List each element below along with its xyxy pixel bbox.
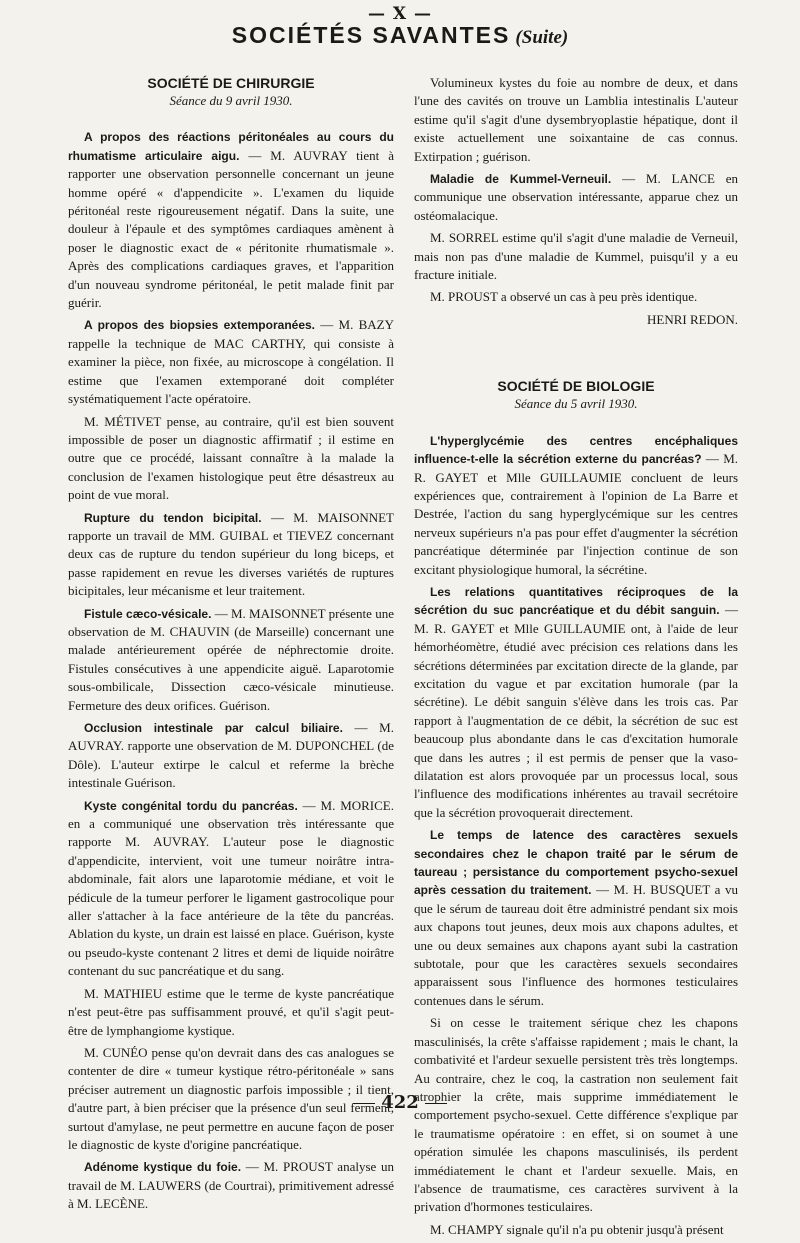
article-paragraph	[68, 316, 394, 408]
article-text: — M. H. BUSQUET a vu que le sérum de taureau doit être administré pendant six mois aux chapons tout jeunes, deux mois aux chapons adultes, et une ou deux semaines aux chapons ayant subi la castration subtotale, pour que les caractères sexuels secondaires apparaissent sous l'influence des hormones testiculaires contenues dans le sérum.	[414, 882, 738, 1008]
article-paragraph	[68, 985, 394, 1040]
article-heading: A propos des réactions péritonéales au cours du rhumatisme articulaire aigu.	[68, 130, 394, 163]
article-heading: Occlusion intestinale par calcul biliaire.	[84, 721, 343, 735]
article-text: — M. MORICE. en a communiqué une observation très intéressante que rapporte M. AUVRAY. L'auteur pose le diagnostic d'appendicite, intervient, voit une tumeur noirâtre intra-abdominale, fait alors une laparotomie médiane, et voit le pédicule de la tumeur perforer le ligament gastrocolique pour aller s'attacher à la face antérieure de la tête du pancréas. Ablation du kyste, un drain est laissé en place. Guérison, kyste ou pseudo-kyste contenant 2 litres et demi de liquide noirâtre contenant du suc pancréatique et du sang.	[68, 797, 395, 979]
article-heading: Les relations quantitatives réciproques de la sécrétion du suc pancréatique et du débit sanguin.	[414, 584, 738, 618]
article-paragraph	[414, 74, 738, 166]
article-paragraph	[68, 797, 394, 981]
article-text: Volumineux kystes du foie au nombre de deux, et dans l'une des cavités on trouve un Lamblia intestinalis L'auteur estime qu'il s'agit d'une dysembryoplastie hépatique, dont il existe actuellement une soixantaine de cas connus. Extirpation ; guérison.	[414, 75, 738, 164]
article-paragraph	[414, 583, 738, 822]
left-paragraphs	[68, 128, 394, 1213]
right-top-paragraphs	[414, 74, 738, 307]
article-text: — M. LANCE en communique une observation intéressante, apparue chez un ostéomalacique.	[414, 171, 738, 223]
article-text: — M. R. GAYET et Mlle GUILLAUMIE ont, à l'aide de leur hémorhéomètre, étudié avec précision ces relations dans les sécrétions déterminées par excitation directe de la glande, par excitation du vague et par excitation humorale (par la sécrétine). Le débit sanguin s'élève dans les trois cas. Par rapport à l'augmentation de ce débit, la sécrétion de suc est beaucoup plus abondante dans le cas d'excitation humorale que dans les autres ; il est permis de penser que la vaso-dilatation est alors provoquée par un processus local, sous l'influence des modifications inhérentes au travail secrétoire que la sécrétion provoquerait directement.	[414, 602, 738, 820]
session-date-biologie: Séance du 5 avril 1930.	[514, 396, 638, 412]
masthead-title: SOCIÉTÉS SAVANTES	[231, 22, 511, 48]
article-heading: Adénome kystique du foie.	[84, 1160, 242, 1175]
article-text: — M. PROUST analyse un travail de M. LAUWERS (de Courtrai), primitivement adressé à M. LECÈNE.	[68, 1159, 394, 1212]
page-number: 422	[381, 1092, 419, 1113]
article-text: Si on cesse le traitement sérique chez les chapons masculinisés, la crête s'affaisse rapidement ; mais le chant, la combativité et l'ardeur sexuelle persistent très très longtemps. Au contraire, chez le coq, la castration non seulement fait atrophier la crête, mais supprime immédiatement le comportement psycho-sexuel. Cette différence s'explique par le traumatisme opératoire : en effet, si on soumet à une opération simulée les chapons masculinisés, ils perdent immédiatement le chant et l'ardeur sexuelle. Mais, en l'absence de traumatisme, ces caractères survivent à la privation d'hormones testiculaires.	[414, 1015, 738, 1215]
article-paragraph	[68, 509, 394, 601]
article-paragraph	[414, 170, 738, 225]
article-text: M. CHAMPY signale qu'il n'a pu obtenir jusqu'à présent	[430, 1221, 724, 1237]
article-text: — M. BAZY rappelle la technique de MAC CARTHY, qui consiste à examiner la pièce, non fixée, au microscope à congélation. Il estime que l'examen extemporané doit compléter systématiquement l'acte opératoire.	[68, 317, 394, 407]
article-paragraph	[414, 1221, 738, 1239]
article-text: M. SORREL estime qu'il s'agit d'une maladie de Verneuil, mais non pas d'une maladie de Kummel, puisqu'il y a eu fracture initiale.	[414, 230, 738, 283]
article-text: — M. R. GAYET et Mlle GUILLAUMIE concluent de leurs expériences que, contrairement à l'opinion de La Barre et Destrée, l'action du sang hyperglycémique sur les centres nerveux supérieurs n'a pas pour effet d'augmenter la sécrétion pancréatique déterminée par l'injection continue de son excitant physiologique humoral, la sécrétine.	[414, 451, 739, 577]
article-paragraph	[414, 229, 738, 284]
article-heading: Kyste congénital tordu du pancréas.	[84, 798, 298, 813]
right-paragraphs	[414, 432, 738, 1239]
section-gap	[414, 329, 738, 377]
footer-rule-right	[425, 1103, 447, 1104]
article-heading: Rupture du tendon bicipital.	[84, 510, 262, 525]
article-heading: L'hyperglycémie des centres encéphaliques influence-t-elle la sécrétion externe du pancréas?	[414, 433, 738, 467]
article-paragraph	[414, 432, 738, 579]
article-paragraph	[414, 1014, 738, 1216]
section-title-biologie: SOCIÉTÉ DE BIOLOGIE	[497, 378, 655, 395]
article-text: M. MÉTIVET pense, au contraire, qu'il est bien souvent impossible de poser un diagnostic affirmatif ; il estime en outre que ce procédé, laissant connaître à la malade la conclusion de l'examen histologique peut être désastreux au point de vue moral.	[68, 413, 394, 503]
article-text: — M. AUVRAY. rapporte une observation de M. DUPONCHEL (de Dôle). L'auteur extirpe le calcul et referme la brèche intestinale Guérison.	[68, 720, 394, 791]
right-column	[414, 74, 738, 1243]
article-paragraph	[414, 826, 738, 1010]
page-footer	[0, 1092, 800, 1113]
masthead	[0, 22, 800, 49]
article-text: M. CUNÉO pense qu'on devrait dans des cas analogues se contenter de dire « tumeur kystique rétro-péritonéale » sans préciser autrement un diagnostic parfois impossible ; il tient, d'autre part, à bien préciser que la présence d'un seul ferment, surtout d'amylase, ne peut permettre en aucune façon de poser le diagnostic de kyste d'origine pancréatique.	[68, 1044, 394, 1152]
article-heading: Fistule cæco-vésicale.	[84, 606, 212, 621]
footer-rule-left	[353, 1103, 375, 1104]
article-paragraph	[68, 1158, 394, 1213]
article-paragraph	[414, 288, 738, 306]
article-text: — M. AUVRAY tient à rapporter une observation personnelle concernant un jeune homme opéré « d'appendicite ». L'examen du liquide péritonéal reste rigoureusement négatif. Dans la suite, une douleur à l'épaule et des symptômes cardiaques amènent à poser le diagnostic exact de « péritonite rhumatismale ». Après des complications cardiaques graves, et l'apparition d'un nouveau syndrome péritonéal, le petit malade finit par guérir.	[68, 147, 394, 311]
article-heading: Le temps de latence des caractères sexuels secondaires chez le chapon traité par le sérum de taureau ; persistance du comportement psycho-sexuel après cessation du traitement.	[414, 828, 738, 898]
article-paragraph	[68, 719, 394, 793]
article-text: M. MATHIEU estime que le terme de kyste pancréatique n'est peut-être pas suffisamment prouvé, et qu'il s'agit peut-être de lymphangiome kystique.	[68, 985, 394, 1038]
article-text: M. PROUST a observé un cas à peu près identique.	[430, 289, 698, 305]
article-paragraph	[68, 413, 394, 505]
article-text: — M. MAISONNET présente une observation de M. CHAUVIN (de Marseille) concernant une malade antérieurement opérée de néphrectomie droite. Fistules consécutives à une appendicite aiguë. Laparotomie sous-ombilicale, Dissection cæco-vésicale minutieuse. Fermeture des deux orifices. Guérison.	[68, 605, 394, 713]
article-heading: Maladie de Kummel-Verneuil.	[430, 172, 612, 187]
section-title-chirurgie: SOCIÉTÉ DE CHIRURGIE	[147, 75, 315, 91]
article-paragraph	[68, 605, 394, 715]
page-roman-numeral: — X —	[367, 4, 433, 24]
author-signature: HENRI REDON.	[647, 311, 738, 327]
session-date-chirurgie: Séance du 9 avril 1930.	[169, 93, 293, 108]
masthead-subtitle: (Suite)	[515, 27, 569, 48]
article-heading: A propos des biopsies extemporanées.	[84, 318, 315, 333]
left-column	[68, 74, 394, 1218]
article-text: — M. MAISONNET rapporte un travail de MM. GUIBAL et TIEVEZ concernant deux cas de rupture du tendon supérieur du long biceps, et passe rapidement en revue les diverses variétés de ruptures bicipitales, leur mécanisme et leur traitement.	[68, 509, 394, 599]
article-paragraph	[68, 128, 394, 312]
